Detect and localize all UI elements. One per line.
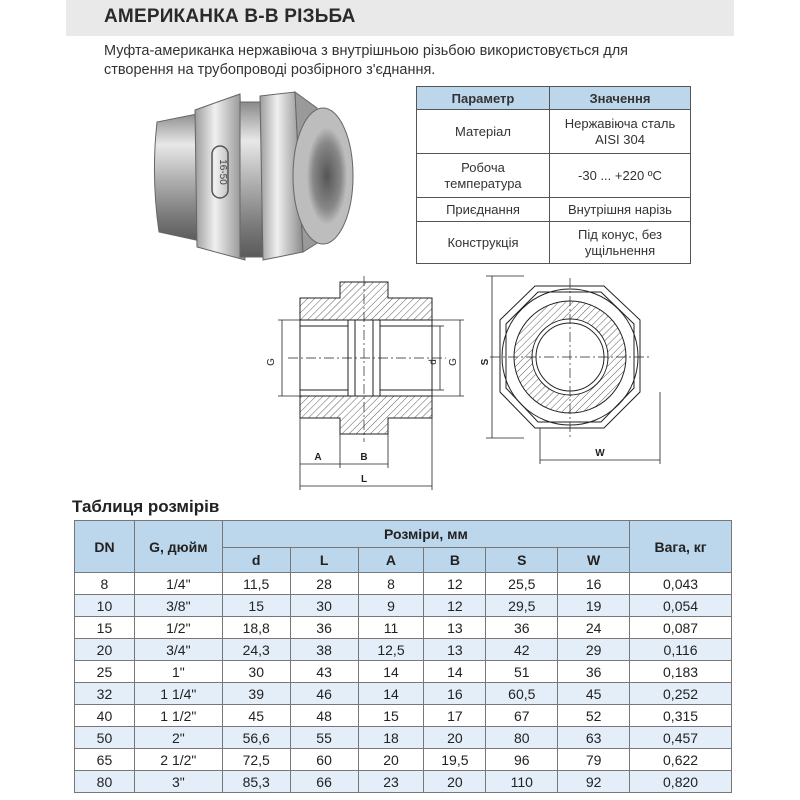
table-cell: 18,8 [222, 617, 290, 639]
table-cell: 2" [134, 727, 222, 749]
table-cell: 38 [290, 639, 358, 661]
table-cell: 1 1/2" [134, 705, 222, 727]
header-g: G, дюйм [134, 521, 222, 573]
page-title: АМЕРИКАНКА В-В РІЗЬБА [104, 6, 356, 27]
table-row [75, 661, 732, 683]
table-cell: 39 [222, 683, 290, 705]
label-d: d [428, 359, 439, 365]
label-a: A [314, 452, 322, 463]
table-cell: 14 [358, 661, 424, 683]
table-cell: 17 [424, 705, 486, 727]
table-cell: 13 [424, 639, 486, 661]
table-cell: 20 [75, 639, 135, 661]
header-a: A [358, 548, 424, 573]
table-cell: 30 [290, 595, 358, 617]
header-l: L [290, 548, 358, 573]
table-cell: 9 [358, 595, 424, 617]
table-cell: 0,315 [630, 705, 732, 727]
table-cell: 92 [558, 771, 630, 793]
header-weight: Вага, кг [630, 521, 732, 573]
table-cell: 79 [558, 749, 630, 771]
table-cell: 24 [558, 617, 630, 639]
table-cell: 28 [290, 573, 358, 595]
table-cell: 46 [290, 683, 358, 705]
header-b: B [424, 548, 486, 573]
table-cell: 80 [486, 727, 558, 749]
table-cell: 14 [358, 683, 424, 705]
table-cell: 65 [75, 749, 135, 771]
table-row [75, 573, 732, 595]
table-cell: 0,054 [630, 595, 732, 617]
product-description: Муфта-американка нержавіюча з внутрішньою різьбою використовується для створення на трубопроводі розбірного з'єднання. [104, 43, 629, 78]
label-g-right: G [448, 358, 459, 366]
table-cell: 0,087 [630, 617, 732, 639]
table-cell: 55 [290, 727, 358, 749]
table-cell: 16 [424, 683, 486, 705]
table-cell: 12 [424, 595, 486, 617]
param-value: Внутрішня нарізь [550, 198, 691, 222]
table-cell: 56,6 [222, 727, 290, 749]
table-cell: 10 [75, 595, 135, 617]
table-cell: 1 1/4" [134, 683, 222, 705]
technical-drawing [260, 268, 680, 494]
table-cell: 8 [358, 573, 424, 595]
table-cell: 0,820 [630, 771, 732, 793]
label-b: B [360, 452, 368, 463]
table-cell: 11 [358, 617, 424, 639]
section-view [288, 276, 446, 442]
param-value: Нержавіюча сталь AISI 304 [550, 110, 691, 154]
header-dimensions: Розміри, мм [222, 521, 629, 548]
table-cell: 1/4" [134, 573, 222, 595]
table-cell: 48 [290, 705, 358, 727]
table-cell: 20 [358, 749, 424, 771]
table-cell: 25,5 [486, 573, 558, 595]
table-cell: 1/2" [134, 617, 222, 639]
table-cell: 45 [558, 683, 630, 705]
value-header: Значення [550, 87, 691, 110]
table-cell: 11,5 [222, 573, 290, 595]
label-l: L [360, 474, 368, 485]
param-name: Матеріал [417, 110, 550, 154]
label-s: S [480, 358, 491, 366]
product-photo [145, 82, 375, 272]
table-cell: 19,5 [424, 749, 486, 771]
header-w: W [558, 548, 630, 573]
table-cell: 25 [75, 661, 135, 683]
table-cell: 20 [424, 771, 486, 793]
table-row [75, 639, 732, 661]
table-cell: 36 [486, 617, 558, 639]
table-cell: 67 [486, 705, 558, 727]
table-cell: 19 [558, 595, 630, 617]
table-cell: 0,183 [630, 661, 732, 683]
table-cell: 15 [358, 705, 424, 727]
table-cell: 2 1/2" [134, 749, 222, 771]
table-cell: 3/4" [134, 639, 222, 661]
table-cell: 24,3 [222, 639, 290, 661]
table-cell: 29,5 [486, 595, 558, 617]
table-row [75, 771, 732, 793]
table-cell: 0,043 [630, 573, 732, 595]
label-w: W [595, 448, 605, 459]
table-cell: 51 [486, 661, 558, 683]
table-cell: 18 [358, 727, 424, 749]
header-s: S [486, 548, 558, 573]
table-cell: 12 [424, 573, 486, 595]
table-cell: 50 [75, 727, 135, 749]
table-cell: 14 [424, 661, 486, 683]
table-cell: 96 [486, 749, 558, 771]
table-cell: 0,116 [630, 639, 732, 661]
table-cell: 3" [134, 771, 222, 793]
table-cell: 29 [558, 639, 630, 661]
table-row [75, 705, 732, 727]
param-header: Параметр [417, 87, 550, 110]
table-cell: 0,252 [630, 683, 732, 705]
sizes-table-title: Таблиця розмірів [72, 497, 220, 516]
table-cell: 15 [222, 595, 290, 617]
table-cell: 16 [558, 573, 630, 595]
table-cell: 20 [424, 727, 486, 749]
table-cell: 80 [75, 771, 135, 793]
header-d: d [222, 548, 290, 573]
table-row [75, 617, 732, 639]
table-cell: 15 [75, 617, 135, 639]
table-cell: 8 [75, 573, 135, 595]
table-cell: 1" [134, 661, 222, 683]
sizes-table [74, 520, 732, 793]
table-cell: 3/8" [134, 595, 222, 617]
table-cell: 12,5 [358, 639, 424, 661]
parameters-table [416, 86, 691, 264]
param-name: Робоча температура [417, 154, 550, 198]
table-row [75, 595, 732, 617]
table-row [75, 683, 732, 705]
param-name: Приєднання [417, 198, 550, 222]
table-cell: 60,5 [486, 683, 558, 705]
table-cell: 23 [358, 771, 424, 793]
table-cell: 72,5 [222, 749, 290, 771]
table-cell: 0,622 [630, 749, 732, 771]
table-cell: 63 [558, 727, 630, 749]
product-marking: 16-50 [217, 159, 228, 185]
table-row [75, 749, 732, 771]
table-cell: 52 [558, 705, 630, 727]
param-row-construction [417, 222, 691, 264]
param-row-temperature [417, 154, 691, 198]
param-value: Під конус, без ущільнення [550, 222, 691, 264]
table-cell: 0,457 [630, 727, 732, 749]
table-cell: 36 [290, 617, 358, 639]
table-cell: 36 [558, 661, 630, 683]
table-cell: 60 [290, 749, 358, 771]
param-value: -30 ... +220 ºС [550, 154, 691, 198]
table-cell: 40 [75, 705, 135, 727]
param-row-connection [417, 198, 691, 222]
table-row [75, 727, 732, 749]
table-cell: 110 [486, 771, 558, 793]
table-cell: 30 [222, 661, 290, 683]
table-cell: 42 [486, 639, 558, 661]
table-cell: 32 [75, 683, 135, 705]
end-view [490, 278, 652, 440]
param-row-material [417, 110, 691, 154]
table-cell: 43 [290, 661, 358, 683]
table-cell: 66 [290, 771, 358, 793]
table-cell: 13 [424, 617, 486, 639]
table-cell: 85,3 [222, 771, 290, 793]
label-g-left: G [266, 358, 277, 366]
param-name: Конструкція [417, 222, 550, 264]
table-cell: 45 [222, 705, 290, 727]
header-dn: DN [75, 521, 135, 573]
